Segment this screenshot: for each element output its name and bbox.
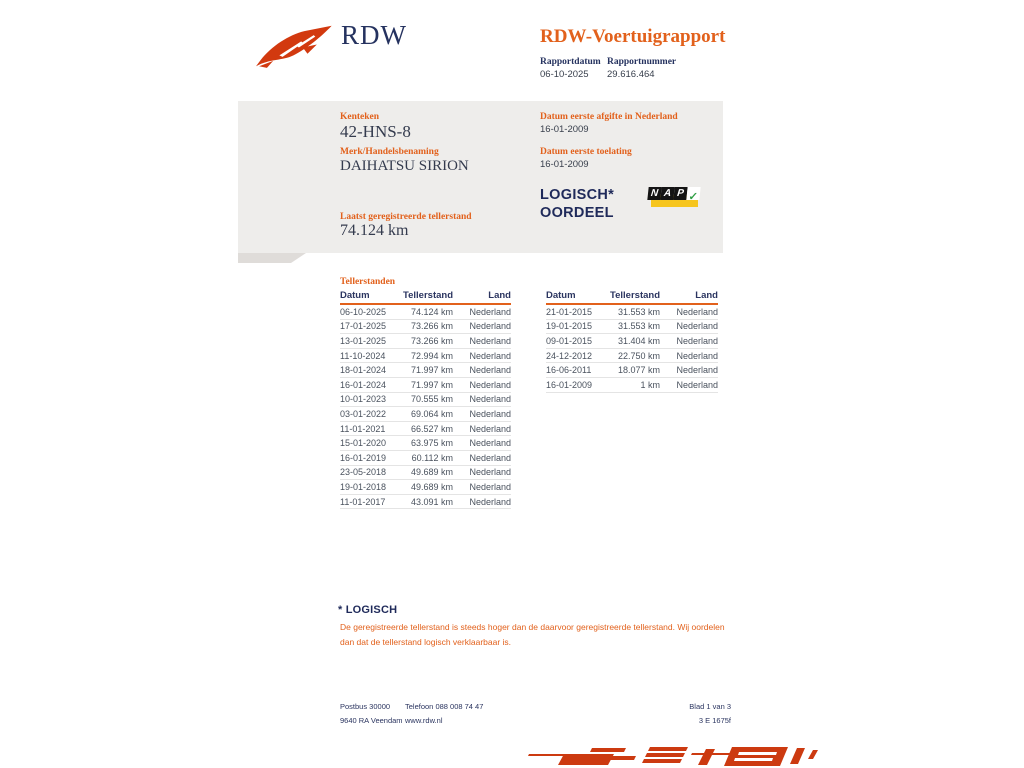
table-cell: 63.975 km [410, 438, 453, 449]
table-cell: 15-01-2020 [340, 438, 387, 449]
table-row [546, 349, 718, 364]
table-cell: 21-01-2015 [546, 306, 593, 317]
table-cell: 72.994 km [410, 350, 453, 361]
table-cell: 19-01-2018 [340, 481, 387, 492]
column-header-tellerstand: Tellerstand [610, 290, 660, 301]
table-cell: Nederland [469, 394, 511, 405]
table-cell: Nederland [469, 408, 511, 419]
tellerstanden-section-title: Tellerstanden [340, 277, 396, 287]
table-cell: 10-01-2023 [340, 394, 387, 405]
tellerstand-value: 74.124 km [340, 222, 409, 239]
table-cell: Nederland [469, 350, 511, 361]
nap-checkmark-icon: ✓ [686, 187, 700, 200]
table-row [340, 495, 511, 510]
table-cell: 16-01-2019 [340, 452, 387, 463]
table-row [340, 466, 511, 481]
table-cell: 24-12-2012 [546, 350, 593, 361]
table-row [340, 334, 511, 349]
oordeel-badge [540, 186, 614, 222]
kenteken-label: Kenteken [340, 112, 380, 122]
table-cell: 13-01-2025 [340, 335, 387, 346]
table-cell: 18-01-2024 [340, 365, 387, 376]
table-cell: 60.112 km [411, 452, 453, 463]
table-cell: 71.997 km [410, 365, 453, 376]
table-cell: 17-01-2025 [340, 321, 387, 332]
footer-phone: Telefoon 088 008 74 47 [405, 702, 484, 711]
footer-contact [405, 700, 483, 728]
odometer-table-right [546, 290, 718, 393]
table-cell: Nederland [676, 306, 718, 317]
table-cell: 1 km [640, 379, 660, 390]
table-cell: 23-05-2018 [340, 467, 387, 478]
report-date-value: 06-10-2025 [540, 69, 589, 80]
note-title: * LOGISCH [338, 604, 398, 616]
table-cell: 03-01-2022 [340, 408, 387, 419]
kenteken-value: 42-HNS-8 [340, 122, 411, 141]
table-cell: Nederland [469, 379, 511, 390]
table-cell: 71.997 km [410, 379, 453, 390]
afgifte-value: 16-01-2009 [540, 124, 589, 135]
table-cell: 11-01-2021 [340, 423, 386, 434]
afgifte-label: Datum eerste afgifte in Nederland [540, 112, 678, 122]
table-cell: 09-01-2015 [546, 335, 593, 346]
page-title: RDW-Voertuigrapport [540, 26, 726, 47]
oordeel-line2: OORDEEL [540, 205, 614, 221]
table-cell: Nederland [469, 467, 511, 478]
table-cell: Nederland [469, 423, 511, 434]
merk-value: DAIHATSU SIRION [340, 158, 469, 174]
nap-letter-n: N [647, 187, 661, 200]
table-cell: Nederland [469, 496, 511, 507]
table-cell: Nederland [469, 306, 511, 317]
table-cell: Nederland [676, 379, 718, 390]
table-cell: 31.553 km [617, 321, 660, 332]
column-header-land: Land [488, 290, 511, 301]
table-cell: Nederland [469, 438, 511, 449]
table-row [340, 305, 511, 320]
table-cell: 70.555 km [410, 394, 453, 405]
table-cell: Nederland [676, 365, 718, 376]
toelating-value: 16-01-2009 [540, 159, 589, 170]
table-row [340, 320, 511, 335]
column-header-tellerstand: Tellerstand [403, 290, 453, 301]
footer-address [340, 700, 403, 728]
table-row [546, 305, 718, 320]
odometer-table-left [340, 290, 511, 509]
table-row [340, 480, 511, 495]
table-cell: 49.689 km [410, 481, 453, 492]
table-row [340, 422, 511, 437]
table-cell: 69.064 km [410, 408, 453, 419]
table-row [340, 378, 511, 393]
table-row [546, 378, 718, 393]
table-cell: Nederland [469, 335, 511, 346]
footer-website-link[interactable]: www.rdw.nl [405, 716, 443, 725]
table-cell: 16-01-2024 [340, 379, 387, 390]
nap-logo [648, 186, 700, 210]
table-row [546, 320, 718, 335]
table-cell: Nederland [469, 452, 511, 463]
table-row [340, 349, 511, 364]
toelating-label: Datum eerste toelating [540, 147, 632, 157]
table-cell: Nederland [676, 335, 718, 346]
table-body [340, 305, 511, 509]
nap-letter-p: P [673, 187, 687, 200]
table-cell: 11-10-2024 [340, 350, 386, 361]
footer-page-number: Blad 1 van 3 [689, 702, 731, 711]
table-cell: Nederland [469, 321, 511, 332]
footer-address-line2: 9640 RA Veendam [340, 716, 403, 725]
report-number-value: 29.616.464 [607, 69, 655, 80]
rdw-logo-swoosh-icon [256, 24, 334, 68]
table-row [340, 393, 511, 408]
table-cell: 66.527 km [410, 423, 453, 434]
table-cell: 49.689 km [410, 467, 453, 478]
footer-page-info [620, 700, 731, 728]
table-header-row [546, 290, 718, 305]
table-cell: 73.266 km [410, 335, 453, 346]
table-cell: 31.553 km [617, 306, 660, 317]
table-cell: 06-10-2025 [340, 306, 387, 317]
nap-letter-a: A [660, 187, 674, 200]
report-number-label: Rapportnummer [607, 57, 677, 67]
report-date-label: Rapportdatum [540, 57, 601, 67]
table-row [546, 363, 718, 378]
table-row [340, 436, 511, 451]
table-cell: 16-01-2009 [546, 379, 593, 390]
table-cell: 73.266 km [410, 321, 453, 332]
footer-form-code: 3 E 1675f [698, 716, 731, 725]
table-row [546, 334, 718, 349]
vehicle-info-box-tab [238, 253, 306, 263]
tellerstand-label: Laatst geregistreerde tellerstand [340, 212, 472, 222]
column-header-datum: Datum [546, 290, 576, 301]
merk-label: Merk/Handelsbenaming [340, 147, 439, 157]
table-cell: 74.124 km [410, 306, 453, 317]
footer-address-line1: Postbus 30000 [340, 702, 391, 711]
table-cell: Nederland [676, 350, 718, 361]
table-cell: 11-01-2017 [340, 496, 386, 507]
table-cell: 16-06-2011 [546, 365, 592, 376]
table-row [340, 363, 511, 378]
oordeel-line1: LOGISCH* [540, 187, 615, 203]
rdw-footer-stripes-icon [528, 739, 818, 768]
column-header-land: Land [695, 290, 718, 301]
table-cell: 31.404 km [617, 335, 660, 346]
table-body [546, 305, 718, 393]
note-body: De geregistreerde tellerstand is steeds hoger dan de daarvoor geregistreerde tellerstand. Wij oordelen dan dat de tellerstand logisch verklaarbaar is. [340, 622, 725, 647]
table-cell: Nederland [469, 481, 511, 492]
column-header-datum: Datum [340, 290, 370, 301]
table-cell: 18.077 km [617, 365, 660, 376]
table-row [340, 451, 511, 466]
table-cell: Nederland [676, 321, 718, 332]
table-cell: 19-01-2015 [546, 321, 593, 332]
table-row [340, 407, 511, 422]
table-header-row [340, 290, 511, 305]
table-cell: Nederland [469, 365, 511, 376]
vehicle-info-box [238, 101, 723, 253]
table-cell: 43.091 km [410, 496, 453, 507]
table-cell: 22.750 km [617, 350, 660, 361]
rdw-logo-text: RDW [341, 20, 407, 50]
